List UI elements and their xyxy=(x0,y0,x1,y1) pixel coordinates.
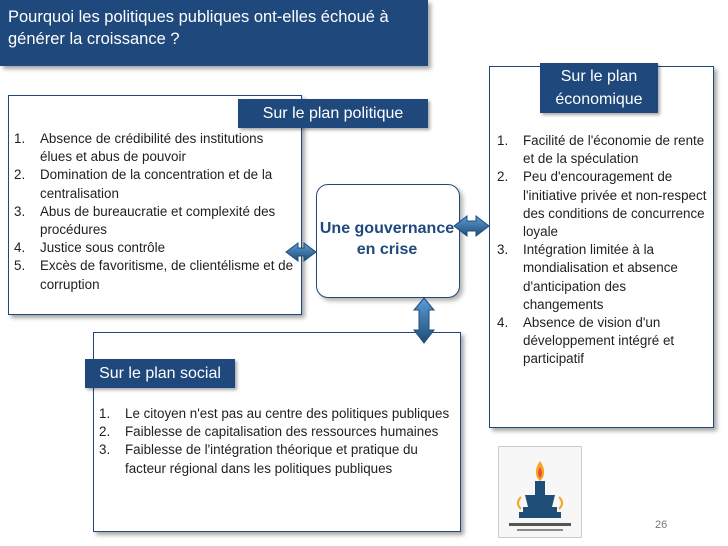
list-item: 2. Domination de la concentration et de la centralisation xyxy=(14,167,273,201)
list-item: 4. Absence de vision d'un développement intégré et participatif xyxy=(497,315,675,367)
slide-title: Pourquoi les politiques publiques ont-elles échoué à générer la croissance ? xyxy=(8,8,389,48)
vertical-double-arrow-icon xyxy=(414,298,434,343)
left-double-arrow-icon xyxy=(286,243,316,261)
list-item: 3. Intégration limitée à la mondialisation et absence d'anticipation des changements xyxy=(497,242,678,312)
list-item: 1. Absence de crédibilité des institutions élues et abus de pouvoir xyxy=(14,131,264,165)
right-double-arrow-icon xyxy=(454,216,489,236)
list-item: 5. Excès de favoritisme, de clientélisme et de corruption xyxy=(14,258,294,292)
party-logo xyxy=(498,446,582,538)
list-item: 2. Peu d'encouragement de l'initiative privée et non-respect des conditions de concurrence loyale xyxy=(497,169,707,240)
list-item: 1. Le citoyen n'est pas au centre des politiques publiques xyxy=(99,406,450,421)
list-item: 3. Faiblesse de l'intégration théorique et pratique du facteur régional dans les politiques publiques xyxy=(99,442,418,476)
social-label: Sur le plan social xyxy=(85,359,235,388)
list-item: 4. Justice sous contrôle xyxy=(14,240,166,256)
economique-label: Sur le plan économique xyxy=(540,63,658,113)
politique-label: Sur le plan politique xyxy=(238,99,428,128)
center-title: Une gouvernance en crise xyxy=(319,220,455,258)
list-item: 3. Abus de bureaucratie et complexité des procédures xyxy=(14,203,276,238)
list-item: 2. Faiblesse de capitalisation des ressources humaines xyxy=(99,424,439,440)
list-item: 1. Facilité de l'économie de rente et de la spéculation xyxy=(497,133,705,167)
page-number: 26 xyxy=(655,519,668,531)
